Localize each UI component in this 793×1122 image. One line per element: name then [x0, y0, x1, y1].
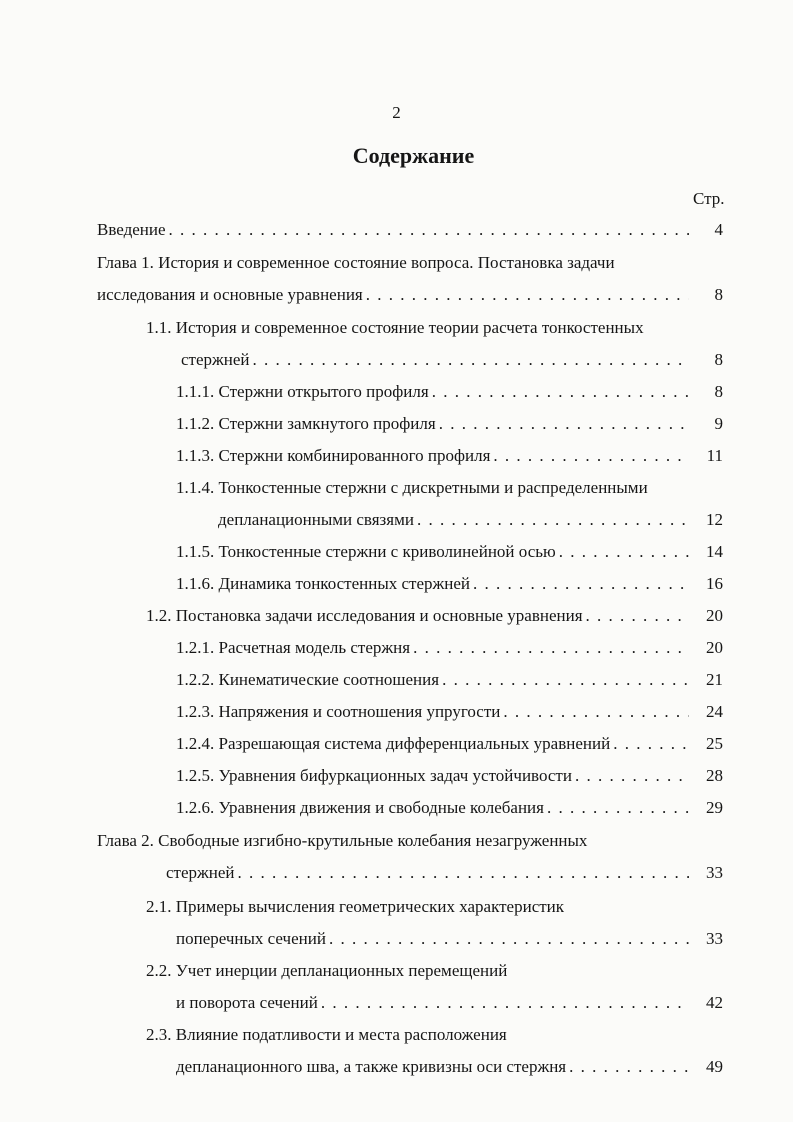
toc-entry-title: 1.1.6. Динамика тонкостенных стержней: [176, 574, 471, 593]
leader-dots: [566, 1056, 689, 1078]
toc-entry-title: 2.3. Влияние податливости и места расположения: [146, 1025, 507, 1044]
toc-entry-page: 8: [714, 285, 723, 304]
leader-dots: [429, 381, 689, 403]
toc-entry-page: 28: [706, 766, 723, 785]
leader-dots: [363, 284, 689, 306]
toc-entry-title: 1.1.1. Стержни открытого профиля: [176, 382, 429, 401]
toc-entry: [176, 797, 723, 819]
toc-entry: [176, 765, 723, 787]
leader-dots: [556, 541, 689, 563]
toc-entry: [176, 992, 723, 1014]
page-column-label: Стр.: [693, 189, 725, 208]
toc-entry-title: Введение: [97, 220, 166, 239]
toc-entry-title: стержней: [181, 350, 250, 369]
page-number: 2: [392, 103, 401, 122]
toc-entry-title: депланационного шва, а также кривизны оси стержня: [176, 1057, 567, 1076]
toc-entry: [176, 445, 723, 467]
toc-entry-page: 20: [706, 638, 723, 657]
leader-dots: [610, 733, 689, 755]
toc-entry-page: 24: [706, 702, 723, 721]
toc-entry-title: стержней: [166, 863, 235, 882]
leader-dots: [583, 605, 689, 627]
page-title: Содержание: [352, 143, 475, 168]
toc-entry-title: 1.2.4. Разрешающая система дифференциальных уравнений: [176, 734, 611, 753]
toc-entry-title: и поворота сечений: [176, 993, 318, 1012]
toc-entry-title: исследования и основные уравнения: [97, 285, 363, 304]
toc-entry-title: 1.2.6. Уравнения движения и свободные колебания: [176, 798, 544, 817]
toc-entry: [176, 669, 723, 691]
toc-entry-title: 2.2. Учет инерции депланационных перемещений: [146, 961, 508, 980]
toc-entry-page: 4: [714, 220, 723, 239]
toc-entry-page: 21: [706, 670, 723, 689]
toc-entry-title: Глава 2. Свободные изгибно-крутильные колебания незагруженных: [97, 831, 588, 850]
leader-dots: [326, 928, 689, 950]
leader-dots: [250, 349, 689, 371]
toc-entry: [181, 349, 723, 371]
leader-dots: [410, 637, 689, 659]
toc-entry: [218, 509, 723, 531]
toc-entry-page: 12: [706, 510, 723, 529]
leader-dots: [500, 701, 689, 723]
toc-entry: [97, 219, 723, 241]
toc-entry: [176, 573, 723, 595]
toc-entry-title: поперечных сечений: [176, 929, 326, 948]
toc-entry: [97, 284, 723, 306]
toc-entry: [176, 637, 723, 659]
leader-dots: [166, 219, 689, 241]
toc-entry: [176, 1056, 723, 1078]
toc-entry-page: 8: [714, 382, 723, 401]
toc-entry-title: 1.2. Постановка задачи исследования и основные уравнения: [146, 606, 583, 625]
toc-entry-page: 11: [706, 446, 723, 465]
toc-entry-page: 29: [706, 798, 723, 817]
toc-entry-page: 42: [706, 993, 723, 1012]
toc-entry-title: 1.1. История и современное состояние теории расчета тонкостенных: [146, 318, 644, 337]
leader-dots: [436, 413, 689, 435]
toc-entry-title: 1.1.3. Стержни комбинированного профиля: [176, 446, 491, 465]
toc-entry-page: 8: [714, 350, 723, 369]
toc-entry: [176, 928, 723, 950]
toc-entry: [176, 701, 723, 723]
toc-entry: [146, 605, 723, 627]
toc-entry-page: 33: [706, 863, 723, 882]
toc-entry: [176, 541, 723, 563]
toc-entry: [176, 733, 723, 755]
toc-entry-title: 1.2.2. Кинематические соотношения: [176, 670, 440, 689]
toc-entry: [176, 381, 723, 403]
toc-entry-title: Глава 1. История и современное состояние вопроса. Постановка задачи: [97, 253, 615, 272]
toc-entry-title: депланационными связями: [218, 510, 414, 529]
toc-entry-title: 1.1.4. Тонкостенные стержни с дискретными и распределенными: [176, 478, 648, 497]
toc-entry-page: 25: [706, 734, 723, 753]
leader-dots: [572, 765, 689, 787]
leader-dots: [490, 445, 689, 467]
toc-entry-page: 20: [706, 606, 723, 625]
leader-dots: [235, 862, 689, 884]
toc-entry-page: 49: [706, 1057, 723, 1076]
toc-entry-page: 9: [714, 414, 723, 433]
toc-entry-title: 1.1.5. Тонкостенные стержни с криволинейной осью: [176, 542, 556, 561]
toc-entry-page: 16: [706, 574, 723, 593]
leader-dots: [470, 573, 689, 595]
leader-dots: [439, 669, 689, 691]
toc-entry-page: 33: [706, 929, 723, 948]
toc-entry-title: 1.1.2. Стержни замкнутого профиля: [176, 414, 436, 433]
toc-entry-page: 14: [706, 542, 723, 561]
leader-dots: [414, 509, 689, 531]
toc-entry-title: 1.2.5. Уравнения бифуркационных задач устойчивости: [176, 766, 572, 785]
toc-entry-title: 1.2.3. Напряжения и соотношения упругости: [176, 702, 501, 721]
leader-dots: [318, 992, 689, 1014]
toc-entry-title: 2.1. Примеры вычисления геометрических характеристик: [146, 897, 565, 916]
toc-entry: [166, 862, 723, 884]
leader-dots: [544, 797, 689, 819]
toc-entry: [176, 413, 723, 435]
toc-entry-title: 1.2.1. Расчетная модель стержня: [176, 638, 411, 657]
